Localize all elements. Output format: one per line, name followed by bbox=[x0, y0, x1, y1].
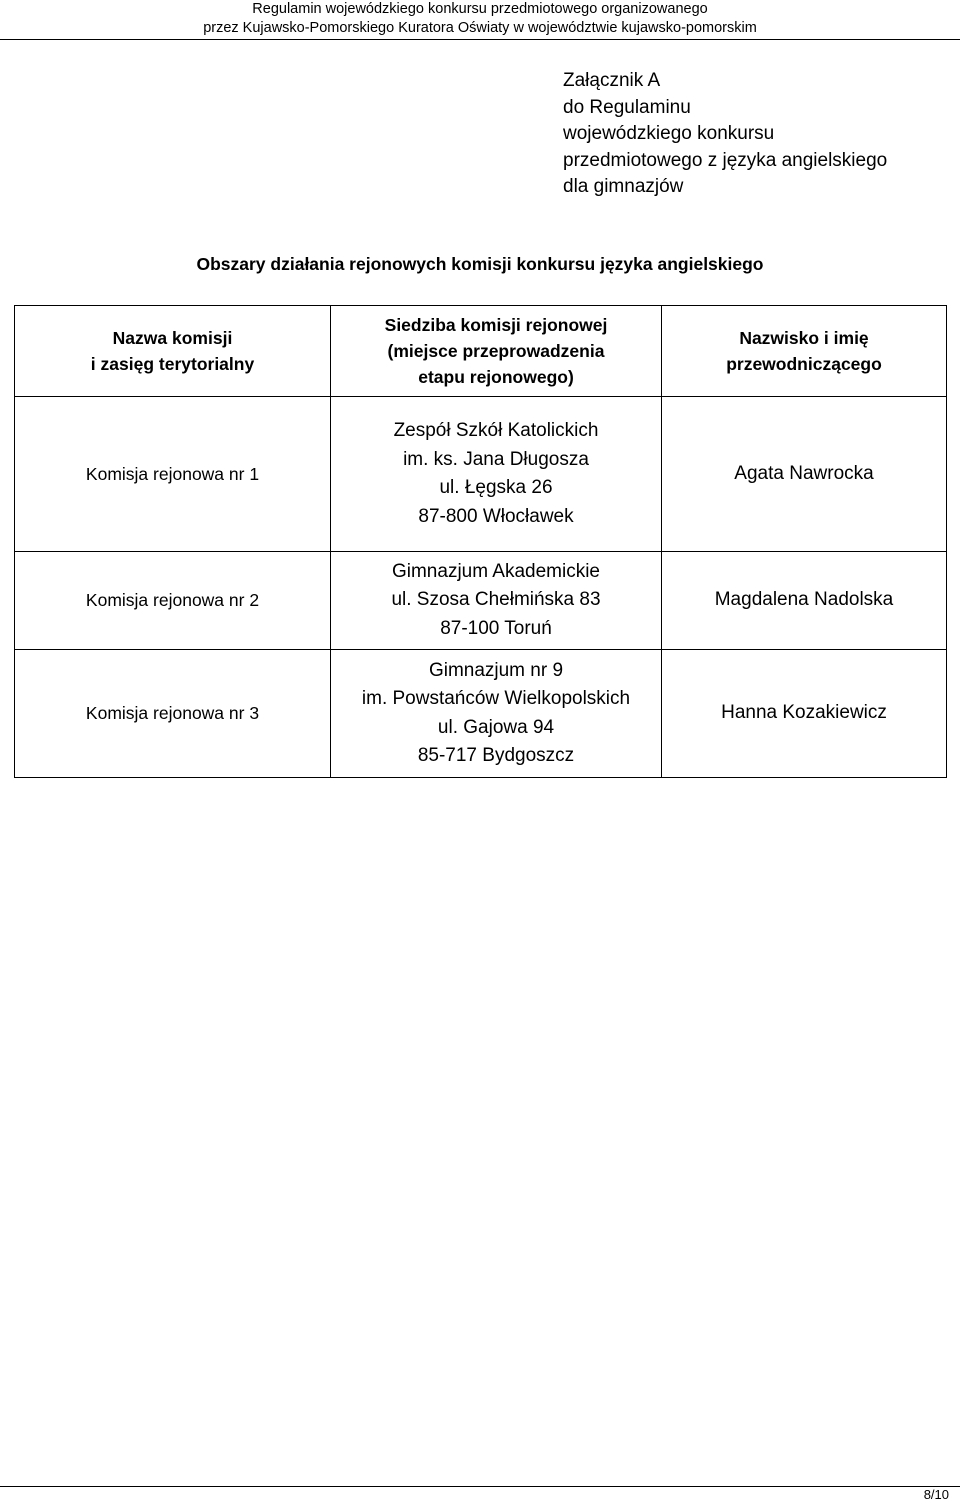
seat-line: 85-717 Bydgoszcz bbox=[417, 745, 575, 766]
commission-name: Komisja rejonowa nr 1 bbox=[15, 397, 331, 552]
header-text: etapu rejonowego) bbox=[418, 367, 574, 387]
commission-seat bbox=[331, 650, 662, 778]
seat-line: Zespół Szkół Katolickich bbox=[393, 420, 599, 441]
header-line-1: Regulamin wojewódzkiego konkursu przedmiotowego organizowanego bbox=[252, 1, 708, 17]
table-row bbox=[15, 650, 947, 778]
header-divider bbox=[0, 39, 960, 40]
seat-line: im. ks. Jana Długosza bbox=[403, 448, 589, 470]
commission-seat bbox=[331, 552, 662, 650]
commission-seat bbox=[331, 397, 662, 552]
commissions-table bbox=[14, 305, 947, 778]
chairperson: Magdalena Nadolska bbox=[662, 552, 947, 650]
table-row bbox=[15, 552, 947, 650]
table-row bbox=[15, 397, 947, 552]
header-commission-name bbox=[15, 306, 331, 397]
annex-line: dla gimnazjów bbox=[563, 176, 684, 197]
document-title: Obszary działania rejonowych komisji konkursu języka angielskiego bbox=[196, 254, 764, 274]
page-number: 8/10 bbox=[923, 1487, 949, 1502]
header-text: (miejsce przeprowadzenia bbox=[387, 341, 605, 361]
seat-line: ul. Łęgska 26 bbox=[439, 477, 553, 498]
header-text: Nazwa komisji bbox=[112, 328, 233, 348]
header-chairperson bbox=[662, 306, 947, 397]
seat-line: Gimnazjum Akademickie bbox=[391, 560, 601, 582]
page-header bbox=[0, 0, 960, 38]
annex-line: wojewódzkiego konkursu bbox=[563, 123, 775, 144]
header-commission-seat bbox=[331, 306, 662, 397]
seat-line: 87-100 Toruń bbox=[440, 617, 552, 639]
header-text: Nazwisko i imię bbox=[739, 328, 869, 348]
commission-name: Komisja rejonowa nr 3 bbox=[15, 650, 331, 778]
footer-divider bbox=[0, 1486, 960, 1487]
header-text: Siedziba komisji rejonowej bbox=[384, 315, 608, 335]
seat-line: Gimnazjum nr 9 bbox=[428, 659, 564, 681]
chairperson: Hanna Kozakiewicz bbox=[662, 650, 947, 778]
header-line-2: przez Kujawsko-Pomorskiego Kuratora Oświaty w województwie kujawsko-pomorskim bbox=[203, 20, 757, 36]
annex-block bbox=[563, 68, 887, 201]
seat-line: ul. Szosa Chełmińska 83 bbox=[391, 589, 601, 611]
header-text: przewodniczącego bbox=[726, 354, 882, 374]
seat-line: 87-800 Włocławek bbox=[418, 505, 574, 527]
chairperson: Agata Nawrocka bbox=[662, 397, 947, 552]
seat-line: im. Powstańców Wielkopolskich bbox=[361, 688, 631, 709]
annex-line: Załącznik A bbox=[563, 70, 661, 91]
seat-line: ul. Gajowa 94 bbox=[437, 716, 555, 738]
commission-name: Komisja rejonowa nr 2 bbox=[15, 552, 331, 650]
table-header-row bbox=[15, 306, 947, 397]
annex-line: przedmiotowego z języka angielskiego bbox=[563, 149, 888, 171]
annex-line: do Regulaminu bbox=[563, 96, 691, 118]
header-text: i zasięg terytorialny bbox=[90, 354, 255, 374]
